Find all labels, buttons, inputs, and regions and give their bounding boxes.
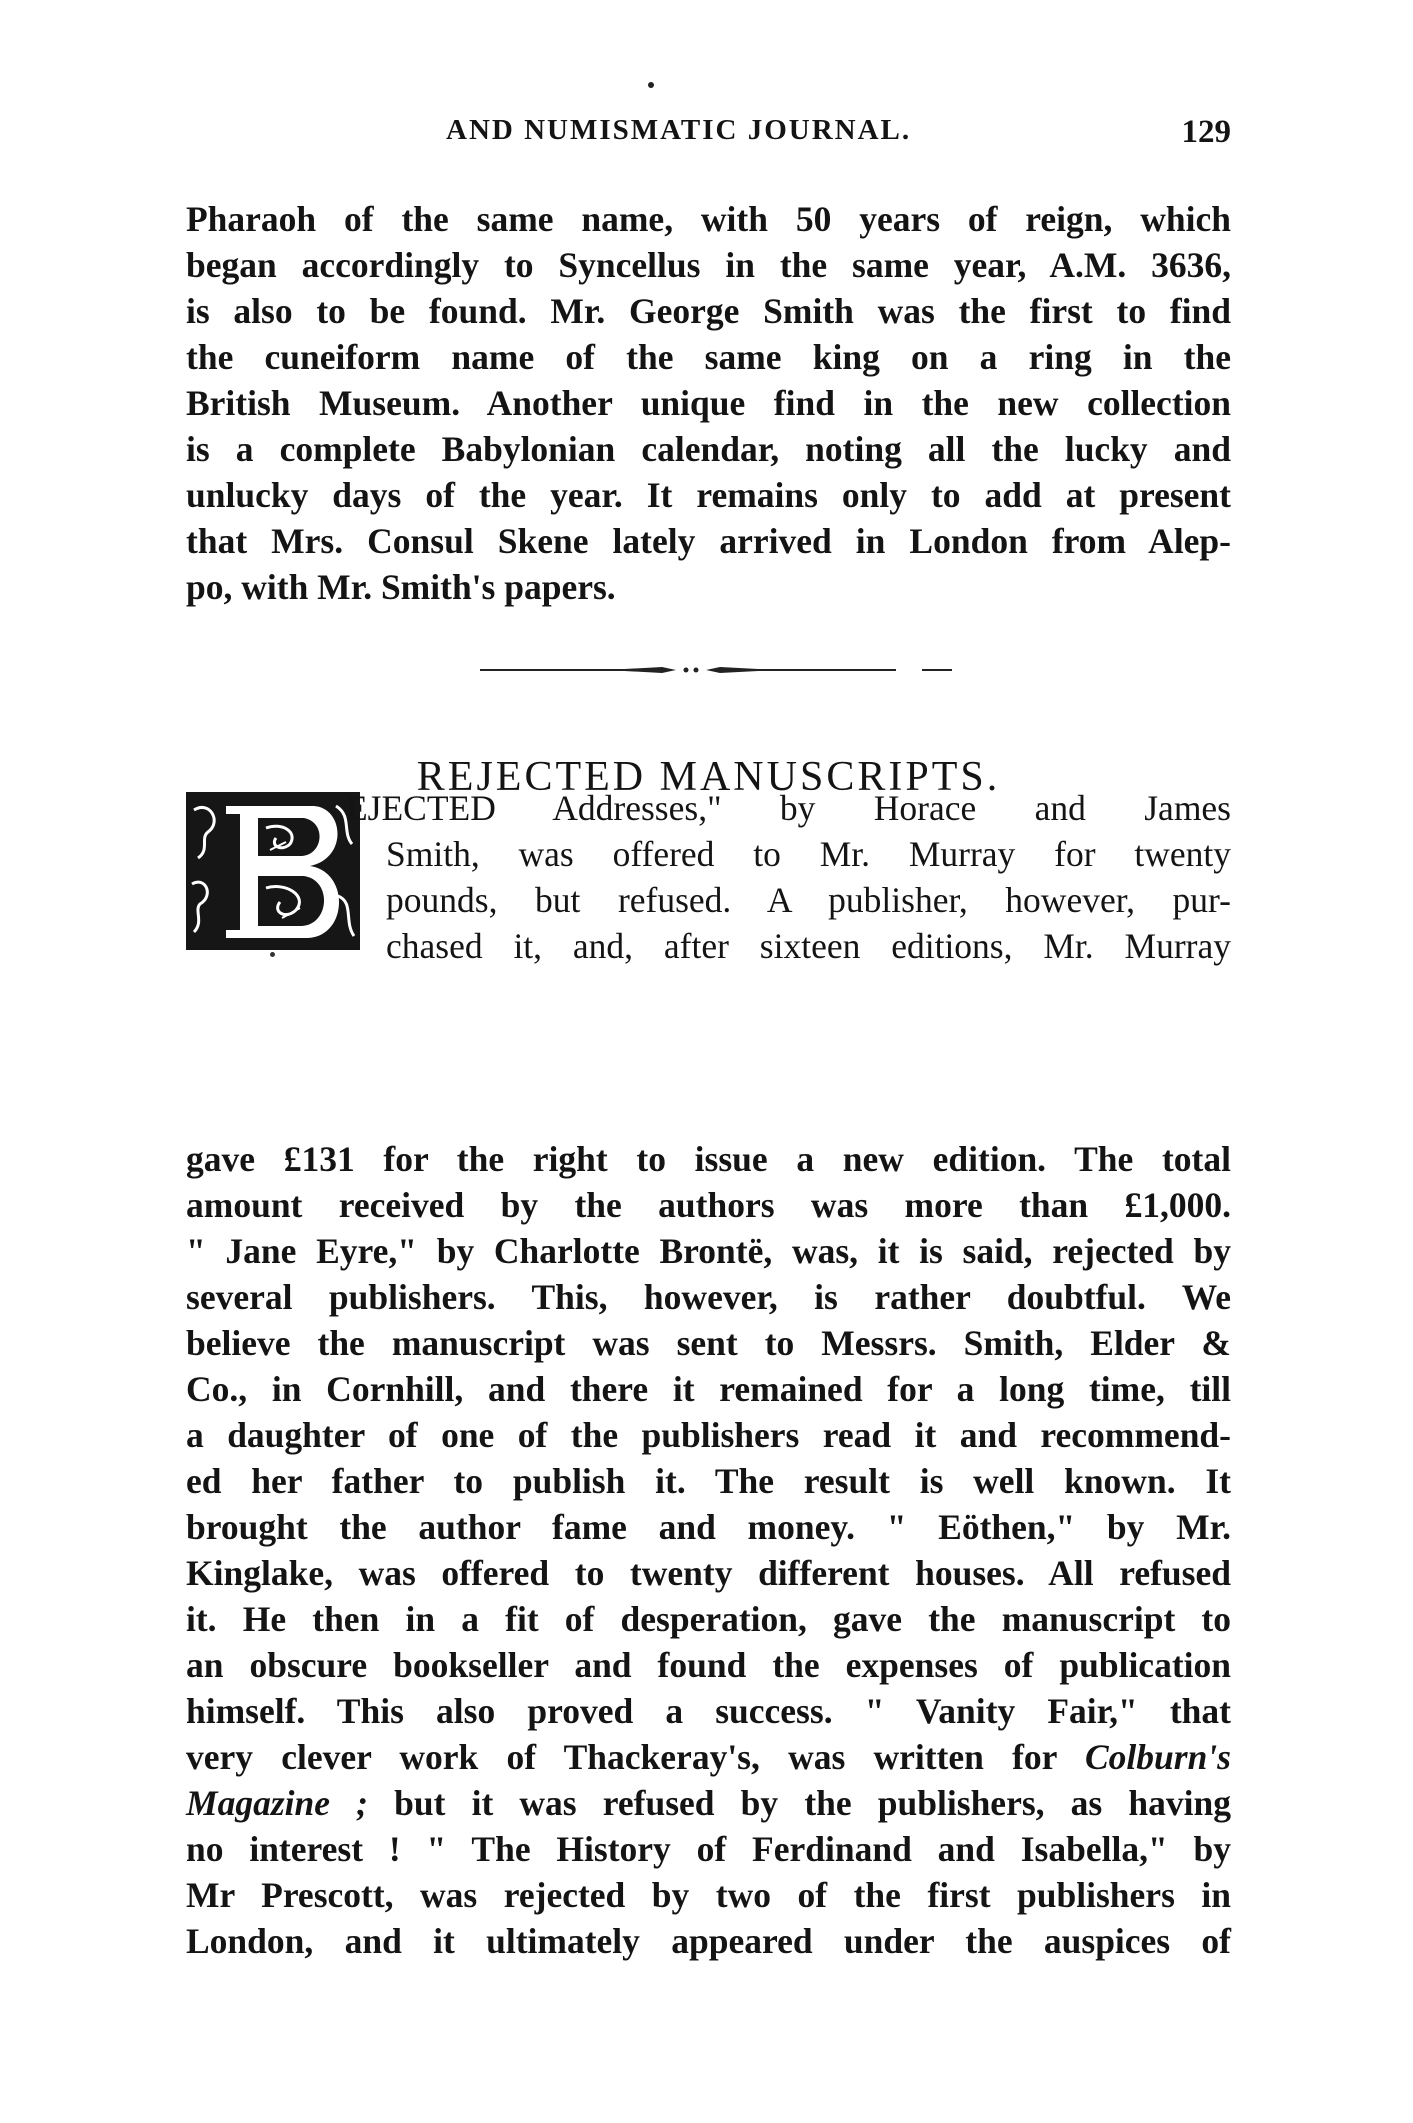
text-line: began accordingly to Syncellus in the same year, A.M. 3636, — [186, 245, 1231, 285]
text-fragment: but it was refused by the publishers, as having — [394, 1783, 1231, 1823]
book-page — [186, 0, 1231, 2123]
text-line: believe the manuscript was sent to Messrs. Smith, Elder & — [186, 1323, 1231, 1363]
text-line: that Mrs. Consul Skene lately arrived in London from Alep- — [186, 521, 1231, 561]
text-line: ed her father to publish it. The result is well known. It — [186, 1461, 1231, 1501]
drop-cap-mark — [270, 952, 275, 957]
printer-mark — [648, 82, 654, 88]
text-line: Pharaoh of the same name, with 50 years of reign, which — [186, 199, 1231, 239]
text-line: EJECTED Addresses," by Horace and James — [346, 788, 1231, 828]
text-line: a daughter of one of the publishers read it and recommend- — [186, 1415, 1231, 1455]
text-line: himself. This also proved a success. " Vanity Fair," that — [186, 1691, 1231, 1731]
text-line: unlucky days of the year. It remains only to add at present — [186, 475, 1231, 515]
text-line — [186, 1780, 1231, 1826]
running-head — [186, 114, 1231, 154]
text-line: is also to be found. Mr. George Smith was the first to find — [186, 291, 1231, 331]
italic-title: Magazine ; — [186, 1783, 368, 1823]
text-line: London, and it ultimately appeared under the auspices of — [186, 1921, 1231, 1961]
text-line: chased it, and, after sixteen editions, Mr. Murray — [386, 926, 1231, 966]
text-line: it. He then in a fit of desperation, gave the manuscript to — [186, 1599, 1231, 1639]
text-line: brought the author fame and money. " Eöthen," by Mr. — [186, 1507, 1231, 1547]
section-title: REJECTED MANUSCRIPTS. — [416, 753, 1001, 800]
text-line: Mr Prescott, was rejected by two of the first publishers in — [186, 1875, 1231, 1915]
section-paragraph — [186, 1136, 1231, 1964]
text-line — [186, 1734, 1231, 1780]
text-line: po, with Mr. Smith's papers. — [186, 567, 616, 607]
section-ornament — [476, 663, 956, 677]
text-line: pounds, but refused. A publisher, however, pur- — [386, 880, 1231, 920]
text-line: several publishers. This, however, is rather doubtful. We — [186, 1277, 1231, 1317]
text-line: Kinglake, was offered to twenty different houses. All refused — [186, 1553, 1231, 1593]
continuation-paragraph — [186, 196, 1231, 610]
text-line: gave £131 for the right to issue a new edition. The total — [186, 1139, 1231, 1179]
text-line: is a complete Babylonian calendar, noting all the lucky and — [186, 429, 1231, 469]
text-line: an obscure bookseller and found the expenses of publication — [186, 1645, 1231, 1685]
italic-title: Colburn's — [1084, 1737, 1231, 1777]
text-line: no interest ! " The History of Ferdinand and Isabella," by — [186, 1829, 1231, 1869]
text-line: amount received by the authors was more than £1,000. — [186, 1185, 1231, 1225]
text-line: British Museum. Another unique find in the new collection — [186, 383, 1231, 423]
running-title: AND NUMISMATIC JOURNAL. — [446, 114, 912, 146]
text-fragment: very clever work of Thackeray's, was written for — [186, 1737, 1057, 1777]
text-line: " Jane Eyre," by Charlotte Brontë, was, it is said, rejected by — [186, 1231, 1231, 1271]
text-line: the cuneiform name of the same king on a ring in the — [186, 337, 1231, 377]
text-line: Co., in Cornhill, and there it remained for a long time, till — [186, 1369, 1231, 1409]
drop-cap-r — [186, 792, 360, 950]
page-number: 129 — [1181, 114, 1231, 150]
text-line: Smith, was offered to Mr. Murray for twenty — [386, 834, 1231, 874]
